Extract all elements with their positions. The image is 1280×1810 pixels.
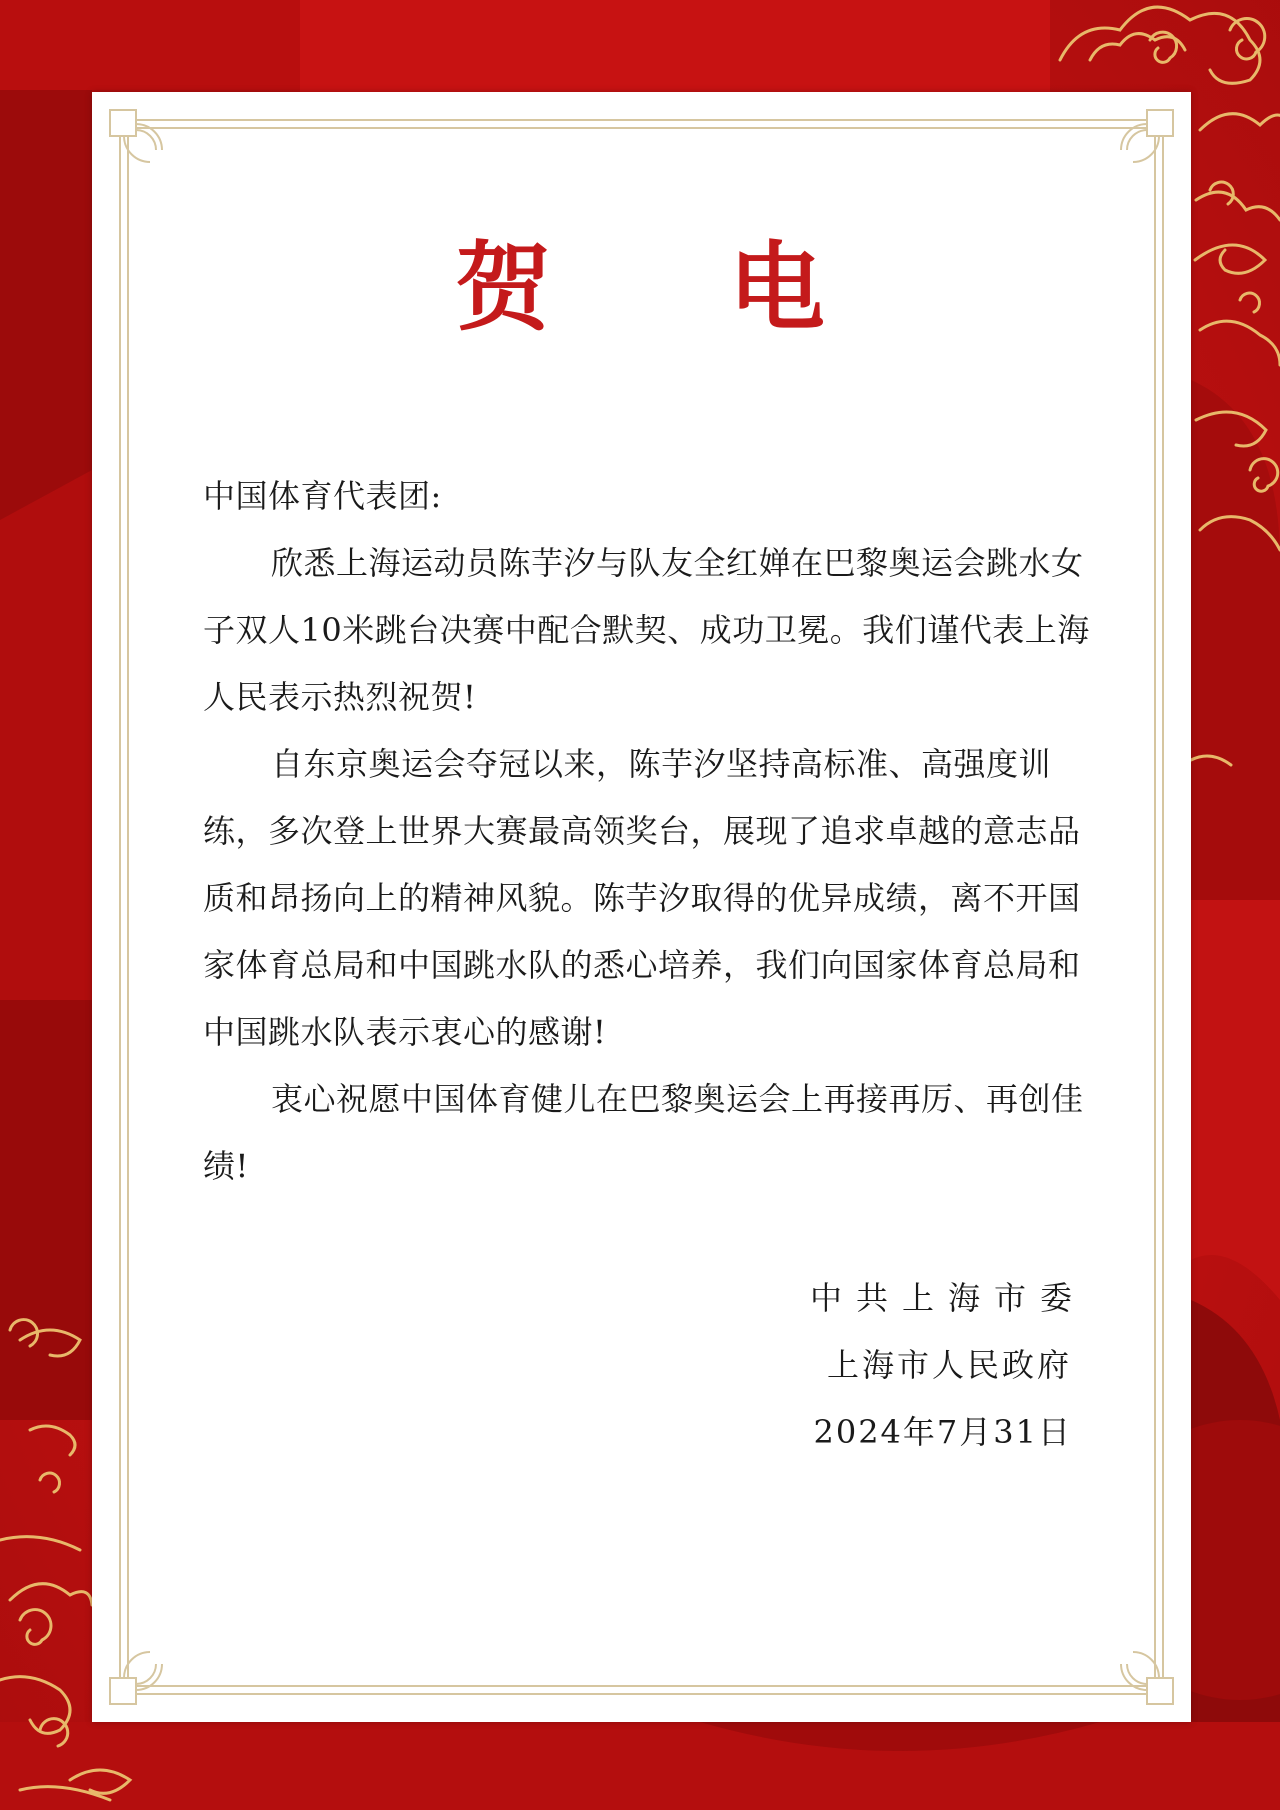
signature-org-party-committee: 中共上海市委 — [809, 1279, 1086, 1317]
signature-block — [809, 1265, 1086, 1466]
paragraph-congratulation: 欣悉上海运动员陈芋汐与队友全红婵在巴黎奥运会跳水女子双人10米跳台决赛中配合默契、成功卫冕。我们谨代表上海人民表示热烈祝贺! — [203, 544, 1090, 716]
salutation: 中国体育代表团: — [203, 477, 442, 515]
paragraph-wishes: 衷心祝愿中国体育健儿在巴黎奥运会上再接再厉、再创佳绩! — [203, 1080, 1084, 1185]
signature-date: 2024年7月31日 — [813, 1413, 1072, 1451]
paragraph-achievement: 自东京奥运会夺冠以来，陈芋汐坚持高标准、高强度训练，多次登上世界大赛最高领奖台，展现了追求卓越的意志品质和昂扬向上的精神风貌。陈芋汐取得的优异成绩，离不开国家体育总局和中国跳水队的悉心培养，我们向国家体育总局和中国跳水队表示衷心的感谢! — [203, 745, 1081, 1051]
signature-org-government: 上海市人民政府 — [826, 1346, 1072, 1384]
letter-body — [203, 463, 1103, 1200]
letter-title: 贺 电 — [455, 231, 897, 344]
